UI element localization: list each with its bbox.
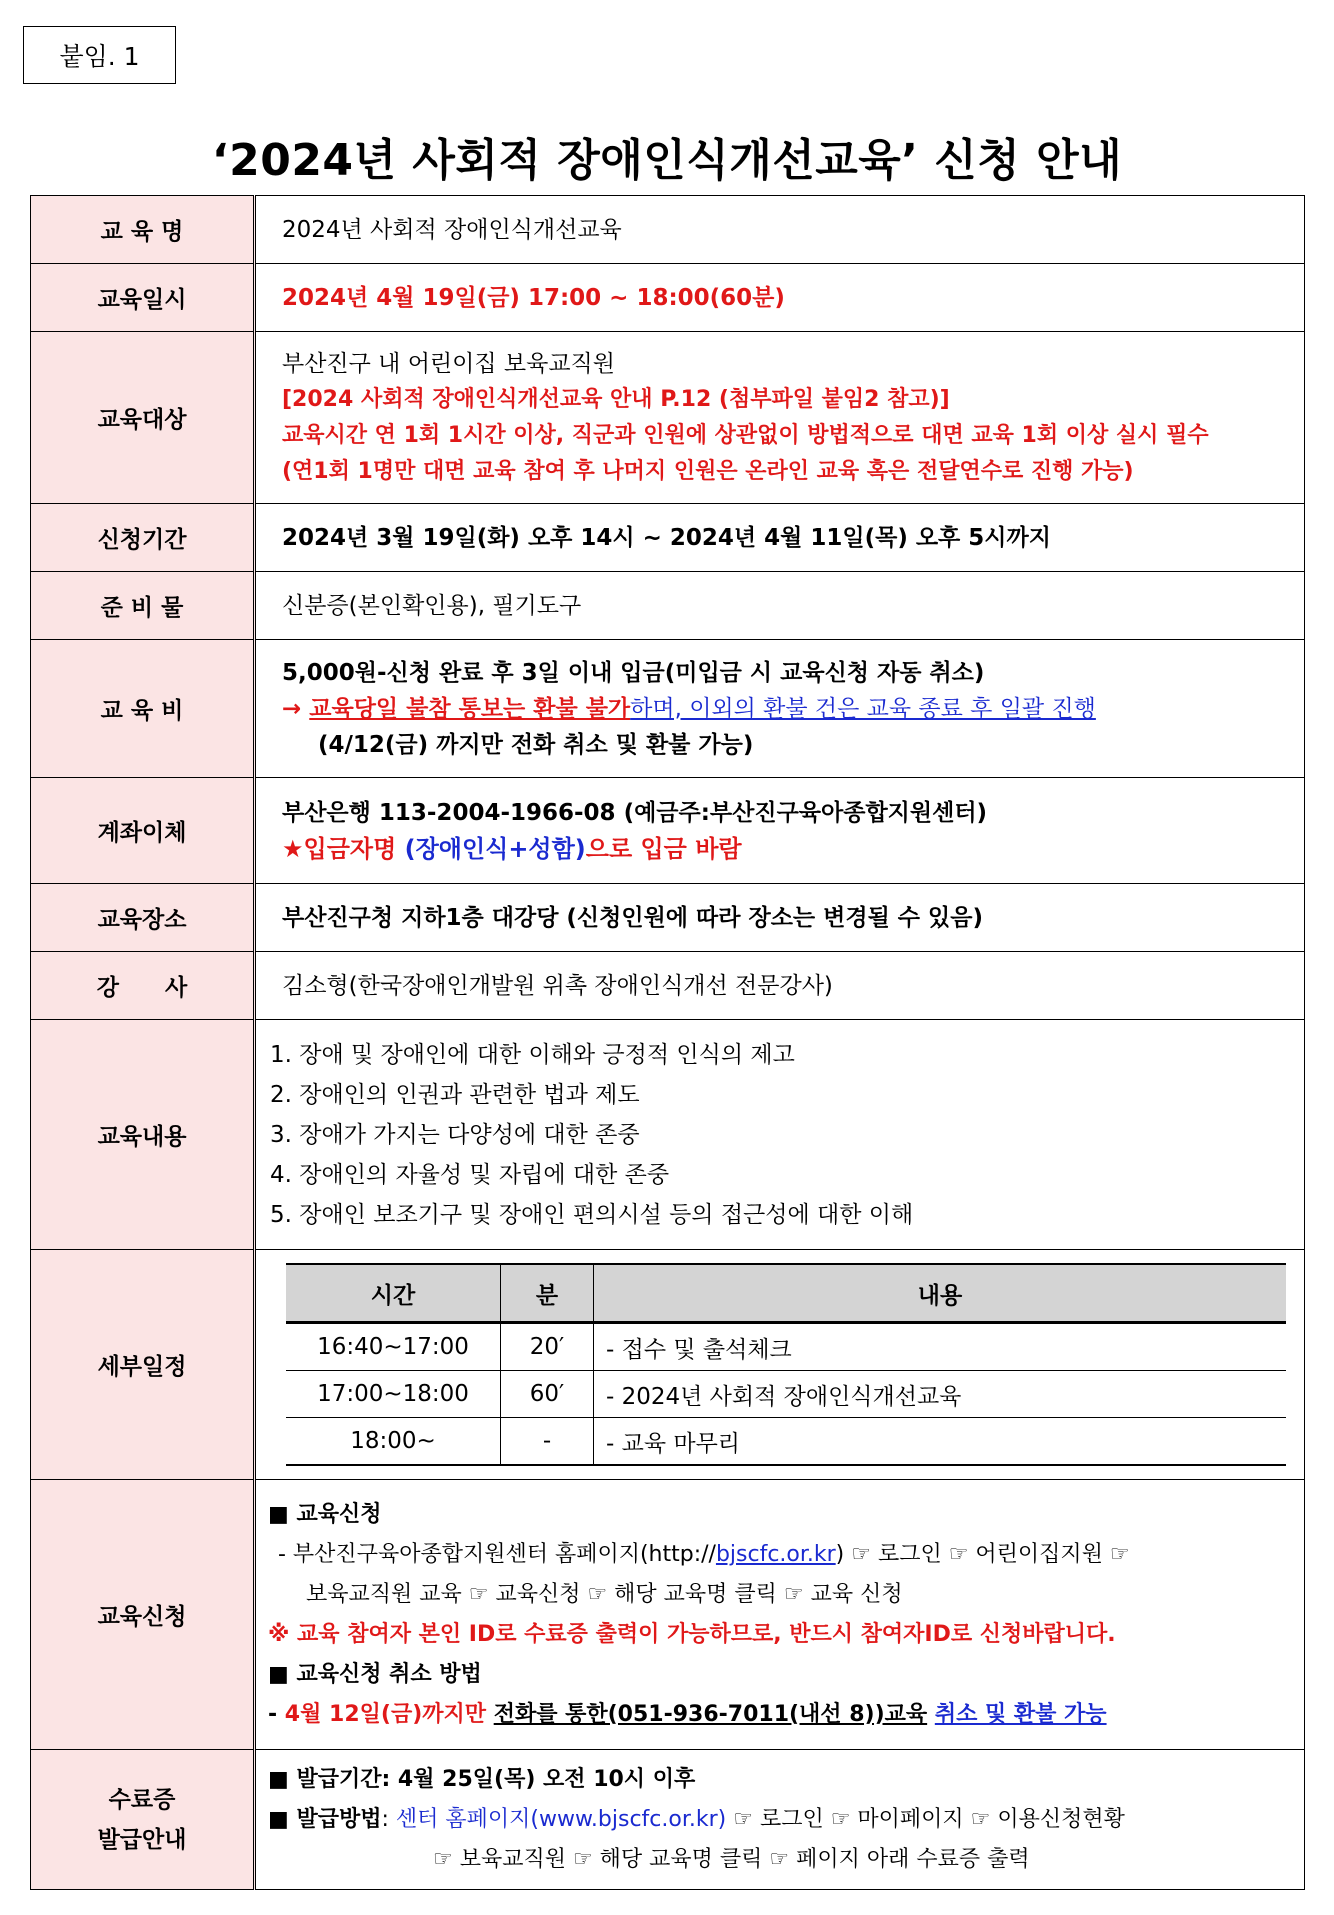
account-line1: 부산은행 113-2004-1966-08 (예금주:부산진구육아종합지원센터)	[282, 799, 988, 826]
value-lecturer: 김소형(한국장애인개발원 위촉 장애인식개선 전문강사)	[255, 952, 1305, 1020]
content-item: 4. 장애인의 자율성 및 자립에 대한 존중	[270, 1161, 670, 1188]
apply-path-a: - 부산진구육아종합지원센터 홈페이지(http://	[278, 1541, 716, 1567]
schedule-cell: - 교육 마무리	[594, 1418, 1287, 1466]
cancel-refund: 취소 및 환불 가능	[934, 1701, 1107, 1727]
fee-no-refund: 교육당일 불참 통보는 환불 불가	[309, 695, 631, 722]
content-item: 3. 장애가 가지는 다양성에 대한 존중	[270, 1121, 640, 1148]
label-lecturer: 강 사	[31, 952, 255, 1020]
schedule-cell: 18:00~	[286, 1418, 501, 1466]
cert-method-label: ■ 발급방법	[268, 1806, 382, 1832]
table-row	[286, 1418, 1286, 1466]
row-account	[31, 778, 1305, 884]
schedule-header-content: 내용	[594, 1264, 1287, 1323]
label-schedule: 세부일정	[31, 1250, 255, 1480]
schedule-cell: 60′	[501, 1371, 594, 1418]
account-depositor: (장애인식+성함)	[404, 834, 586, 863]
label-certificate-2: 발급안내	[97, 1826, 187, 1853]
colon: :	[381, 1806, 396, 1832]
center-link[interactable]: bjscfc.or.kr	[715, 1541, 836, 1567]
cert-method-path2: ☞ 보육교직원 ☞ 해당 교육명 클릭 ☞ 페이지 아래 수료증 출력	[433, 1846, 1030, 1872]
cancel-deadline: 4월 12일(금)까지만	[284, 1701, 487, 1727]
label-prep: 준 비 물	[31, 572, 255, 640]
label-course-date: 교육일시	[31, 264, 255, 332]
cert-period-label: ■ 발급기간	[268, 1766, 382, 1792]
spacer	[486, 1702, 494, 1727]
value-course-name: 2024년 사회적 장애인식개선교육	[255, 196, 1305, 264]
label-fee: 교 육 비	[31, 640, 255, 778]
apply-path-line2: 보육교직원 교육 ☞ 교육신청 ☞ 해당 교육명 클릭 ☞ 교육 신청	[306, 1581, 903, 1607]
content-item: 1. 장애 및 장애인에 대한 이해와 긍정적 인식의 제고	[270, 1041, 795, 1068]
cancel-heading: ■ 교육신청 취소 방법	[268, 1661, 482, 1687]
schedule-cell: 17:00~18:00	[286, 1371, 501, 1418]
label-target: 교육대상	[31, 332, 255, 504]
fee-line1: 5,000원-신청 완료 후 3일 이내 입금(미입금 시 교육신청 자동 취소)	[282, 659, 985, 686]
label-account: 계좌이체	[31, 778, 255, 884]
value-place: 부산진구청 지하1층 대강당 (신청인원에 따라 장소는 변경될 수 있음)	[255, 884, 1305, 952]
target-line2: [2024 사회적 장애인식개선교육 안내 P.12 (첨부파일 붙임2 참고)]	[282, 386, 950, 412]
apply-notice: ※ 교육 참여자 본인 ID로 수료증 출력이 가능하므로, 반드시 참여자ID로 신청바랍니다.	[268, 1621, 1116, 1647]
schedule-table	[286, 1263, 1286, 1466]
schedule-cell: 16:40~17:00	[286, 1323, 501, 1371]
spacer	[927, 1702, 935, 1727]
schedule-header-time: 시간	[286, 1264, 501, 1323]
target-line4: (연1회 1명만 대면 교육 참여 후 나머지 인원은 온라인 교육 혹은 전달연수로 진행 가능)	[282, 458, 1134, 484]
schedule-cell: - 2024년 사회적 장애인식개선교육	[594, 1371, 1287, 1418]
schedule-cell: 20′	[501, 1323, 594, 1371]
label-course-name: 교 육 명	[31, 196, 255, 264]
content-item: 5. 장애인 보조기구 및 장애인 편의시설 등의 접근성에 대한 이해	[270, 1201, 914, 1228]
cert-method-path: ☞ 로그인 ☞ 마이페이지 ☞ 이용신청현황	[726, 1806, 1125, 1832]
row-course-date	[31, 264, 1305, 332]
account-note: 으로 입금 바람	[585, 834, 742, 863]
table-row	[286, 1323, 1286, 1371]
row-place	[31, 884, 1305, 952]
apply-heading: ■ 교육신청	[268, 1501, 382, 1527]
row-apply	[31, 1480, 1305, 1750]
label-place: 교육장소	[31, 884, 255, 952]
cancel-dash: -	[268, 1701, 285, 1727]
schedule-cell: - 접수 및 출석체크	[594, 1323, 1287, 1371]
cert-homepage-link[interactable]: 센터 홈페이지(www.bjscfc.or.kr)	[395, 1806, 727, 1832]
label-period: 신청기간	[31, 504, 255, 572]
target-line3: 교육시간 연 1회 1시간 이상, 직군과 인원에 상관없이 방법적으로 대면 교육 1회 이상 실시 필수	[282, 422, 1209, 448]
row-target	[31, 332, 1305, 504]
value-prep: 신분증(본인확인용), 필기도구	[255, 572, 1305, 640]
row-fee	[31, 640, 1305, 778]
label-apply: 교육신청	[31, 1480, 255, 1750]
target-line1: 부산진구 내 어린이집 보육교직원	[282, 350, 615, 377]
schedule-cell: -	[501, 1418, 594, 1466]
fee-refund-note: 하며, 이외의 환불 건은 교육 종료 후 일괄 진행	[630, 695, 1096, 722]
star-icon: ★입금자명	[282, 834, 405, 863]
attachment-tag: 붙임. 1	[23, 26, 176, 84]
info-table	[30, 195, 1305, 1890]
label-content: 교육내용	[31, 1020, 255, 1250]
cert-period-value: : 4월 25일(목) 오전 10시 이후	[381, 1766, 696, 1792]
row-period	[31, 504, 1305, 572]
row-lecturer	[31, 952, 1305, 1020]
row-course-name	[31, 196, 1305, 264]
page-title: ‘2024년 사회적 장애인식개선교육’ 신청 안내	[211, 135, 1123, 186]
row-prep	[31, 572, 1305, 640]
schedule-header-minutes: 분	[501, 1264, 594, 1323]
value-course-date: 2024년 4월 19일(금) 17:00 ~ 18:00(60분)	[282, 284, 785, 311]
label-certificate-1: 수료증	[108, 1786, 176, 1813]
value-period: 2024년 3월 19일(화) 오후 14시 ~ 2024년 4월 11일(목) 오후 5시까지	[255, 504, 1305, 572]
apply-path-c: ) ☞ 로그인 ☞ 어린이집지원 ☞	[835, 1541, 1130, 1567]
content-item: 2. 장애인의 인권과 관련한 법과 제도	[270, 1081, 640, 1108]
row-certificate	[31, 1750, 1305, 1890]
arrow-icon: →	[282, 695, 310, 722]
fee-line3: (4/12(금) 까지만 전화 취소 및 환불 가능)	[318, 731, 754, 758]
table-row	[286, 1371, 1286, 1418]
cancel-phone: 전화를 통한(051-936-7011(내선 8))교육	[493, 1701, 928, 1727]
row-content	[31, 1020, 1305, 1250]
row-schedule	[31, 1250, 1305, 1480]
